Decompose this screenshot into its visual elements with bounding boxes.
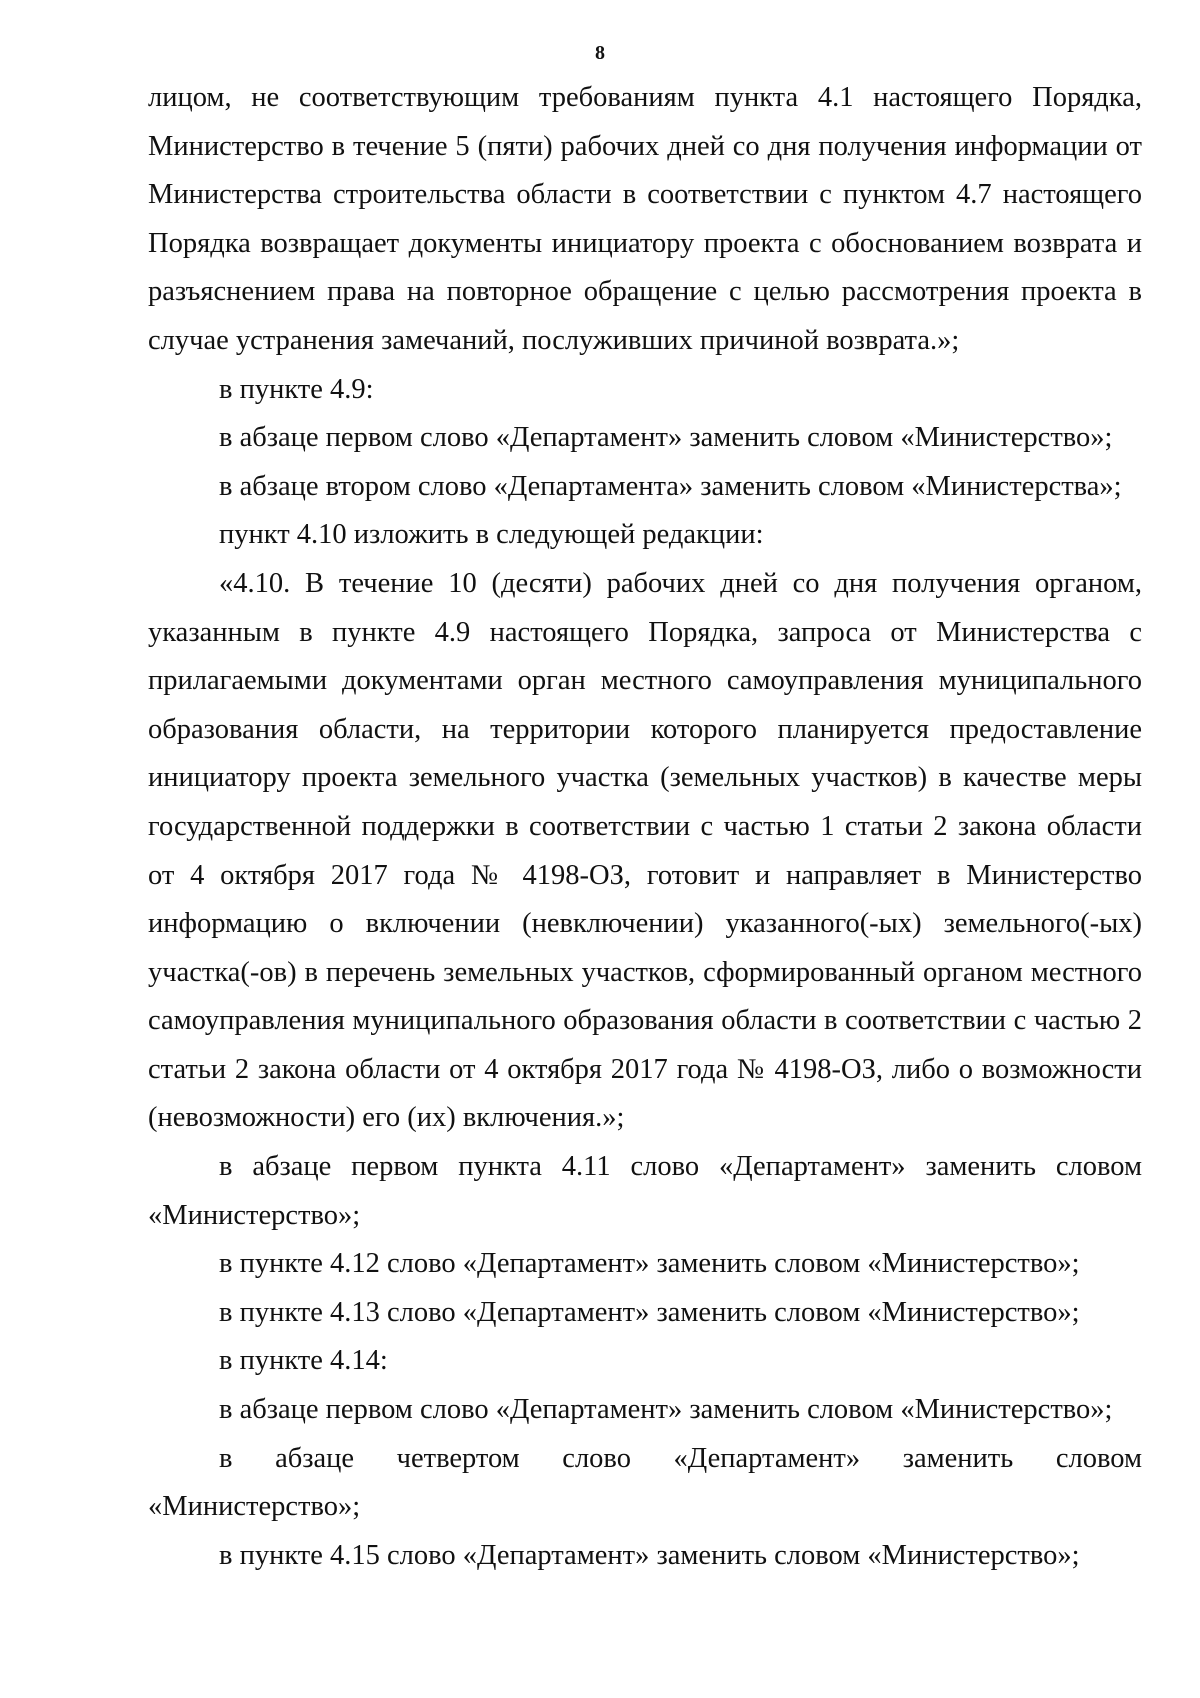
paragraph-9: в пункте 4.13 слово «Департамент» заменить словом «Министерство»; — [219, 1296, 1080, 1328]
paragraph-11: в абзаце первом слово «Департамент» заменить словом «Министерство»; — [219, 1394, 1113, 1426]
document-body — [148, 74, 1142, 1580]
paragraph-7: в абзаце первом пункта 4.11 слово «Департамент» заменить словом «Министерство»; — [148, 1151, 1142, 1231]
paragraph-6: «4.10. В течение 10 (десяти) рабочих дней со дня получения органом, указанным в пункте 4.9 настоящего Порядка, запроса от Министерства с прилагаемыми документами орган местного самоуправления муниципального образования области, на территории которого планируется предоставление инициатору проекта земельного участка (земельных участков) в качестве меры государственной поддержки в соответствии с частью 1 статьи 2 закона области от 4 октября 2017 года № 4198-ОЗ, готовит и направляет в Министерство информацию о включении (невключении) указанного(-ых) земельного(-ых) участка(-ов) в перечень земельных участков, сформированный органом местного самоуправления муниципального образования области в соответствии с частью 2 статьи 2 закона области от 4 октября 2017 года № 4198-ОЗ, либо о возможности (невозможности) его (их) включения.»; — [148, 567, 1142, 1134]
paragraph-1: лицом, не соответствующим требованиям пункта 4.1 настоящего Порядка, Министерство в течение 5 (пяти) рабочих дней со дня получения информации от Министерства строительства области в соответствии с пунктом 4.7 настоящего Порядка возвращает документы инициатору проекта с обоснованием возврата и разъяснением права на повторное обращение с целью рассмотрения проекта в случае устранения замечаний, послуживших причиной возврата.»; — [148, 82, 1142, 356]
paragraph-10: в пункте 4.14: — [219, 1345, 388, 1377]
paragraph-13: в пункте 4.15 слово «Департамент» заменить словом «Министерство»; — [219, 1539, 1080, 1571]
page-number: 8 — [595, 42, 605, 64]
paragraph-12: в абзаце четвертом слово «Департамент» заменить словом «Министерство»; — [148, 1442, 1142, 1523]
paragraph-2: в пункте 4.9: — [219, 373, 374, 405]
paragraph-8: в пункте 4.12 слово «Департамент» заменить словом «Министерство»; — [219, 1248, 1080, 1280]
paragraph-5: пункт 4.10 изложить в следующей редакции: — [219, 519, 764, 551]
paragraph-3: в абзаце первом слово «Департамент» заменить словом «Министерство»; — [219, 422, 1113, 454]
paragraph-4: в абзаце втором слово «Департамента» заменить словом «Министерства»; — [219, 470, 1122, 502]
